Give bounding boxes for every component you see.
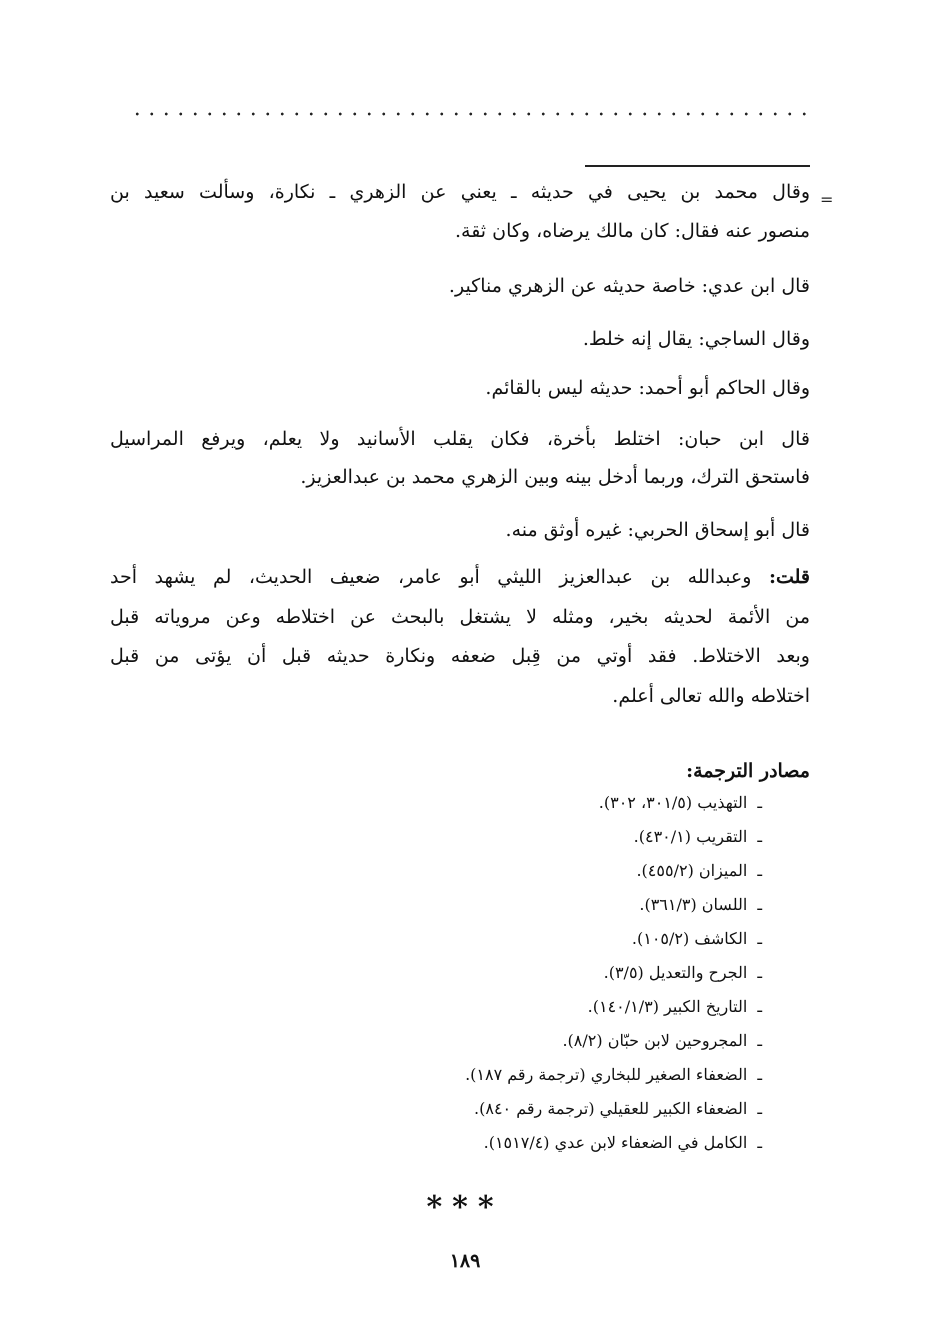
page-number: ١٨٩: [449, 1250, 481, 1272]
source-item: ـالكامل في الضعفاء لابن عدي (١٥١٧/٤).: [483, 1133, 762, 1152]
note-text: وعبدالله بن عبدالعزيز الليثي أبو عامر، ضعيف الحديث، لم يشهد أحد: [110, 566, 752, 588]
source-item: ـالكاشف (١٠٥/٢).: [631, 929, 762, 948]
text-line: قال ابن عدي: خاصة حديثه عن الزهري مناكير.: [448, 275, 810, 297]
text-line: اختلاطه والله تعالى أعلم.: [612, 685, 810, 707]
text-line: وقال محمد بن يحيى في حديثه ـ يعني عن الزهري ـ نكارة، وسألت سعيد بن: [110, 181, 810, 203]
source-item: ـالتقريب (٤٣٠/١).: [633, 827, 762, 846]
text-line: من الأئمة لحديثه بخير، ومثله لا يشتغل بالبحث عن اختلاطه وعن مروياته قبل: [110, 606, 810, 628]
source-item: ـالتاريخ الكبير (١٤٠/١/٣).: [587, 997, 762, 1016]
margin-marker: =: [820, 190, 834, 209]
text-line: فاستحق الترك، وربما أدخل بينه وبين الزهري محمد بن عبدالعزيز.: [300, 466, 810, 488]
text-line: منصور عنه فقال: كان مالك يرضاه، وكان ثقة.: [454, 220, 810, 242]
sources-title: مصادر الترجمة:: [686, 760, 810, 782]
source-item: ـاللسان (٣٦١/٣).: [639, 895, 762, 914]
note-line: [110, 563, 810, 591]
source-item: ـالضعفاء الصغير للبخاري (ترجمة رقم ١٨٧).: [465, 1065, 762, 1084]
section-separator: ***: [426, 1190, 504, 1225]
text-line: وقال الحاكم أبو أحمد: حديثه ليس بالقائم.: [485, 377, 810, 399]
header-rule: [585, 165, 810, 167]
dotted-separator: [130, 108, 810, 120]
text-line: قال أبو إسحاق الحربي: غيره أوثق منه.: [505, 519, 810, 541]
note-label: قلت:: [768, 566, 810, 588]
source-item: ـالميزان (٤٥٥/٢).: [636, 861, 762, 880]
source-item: ـالتهذيب (٣٠١/٥، ٣٠٢).: [598, 793, 762, 812]
source-item: ـالضعفاء الكبير للعقيلي (ترجمة رقم ٨٤٠).: [474, 1099, 762, 1118]
source-item: ـالجرح والتعديل (٣/٥).: [603, 963, 762, 982]
text-line: وقال الساجي: يقال إنه خلط.: [582, 328, 810, 350]
source-item: ـالمجروحين لابن حبّان (٨/٢).: [562, 1031, 762, 1050]
text-line: قال ابن حبان: اختلط بأخرة، فكان يقلب الأسانيد ولا يعلم، ويرفع المراسيل: [110, 428, 810, 450]
text-line: وبعد الاختلاط. فقد أوتي من قِبل ضعفه ونكارة حديثه قبل أن يؤتى من قبل: [110, 645, 810, 667]
